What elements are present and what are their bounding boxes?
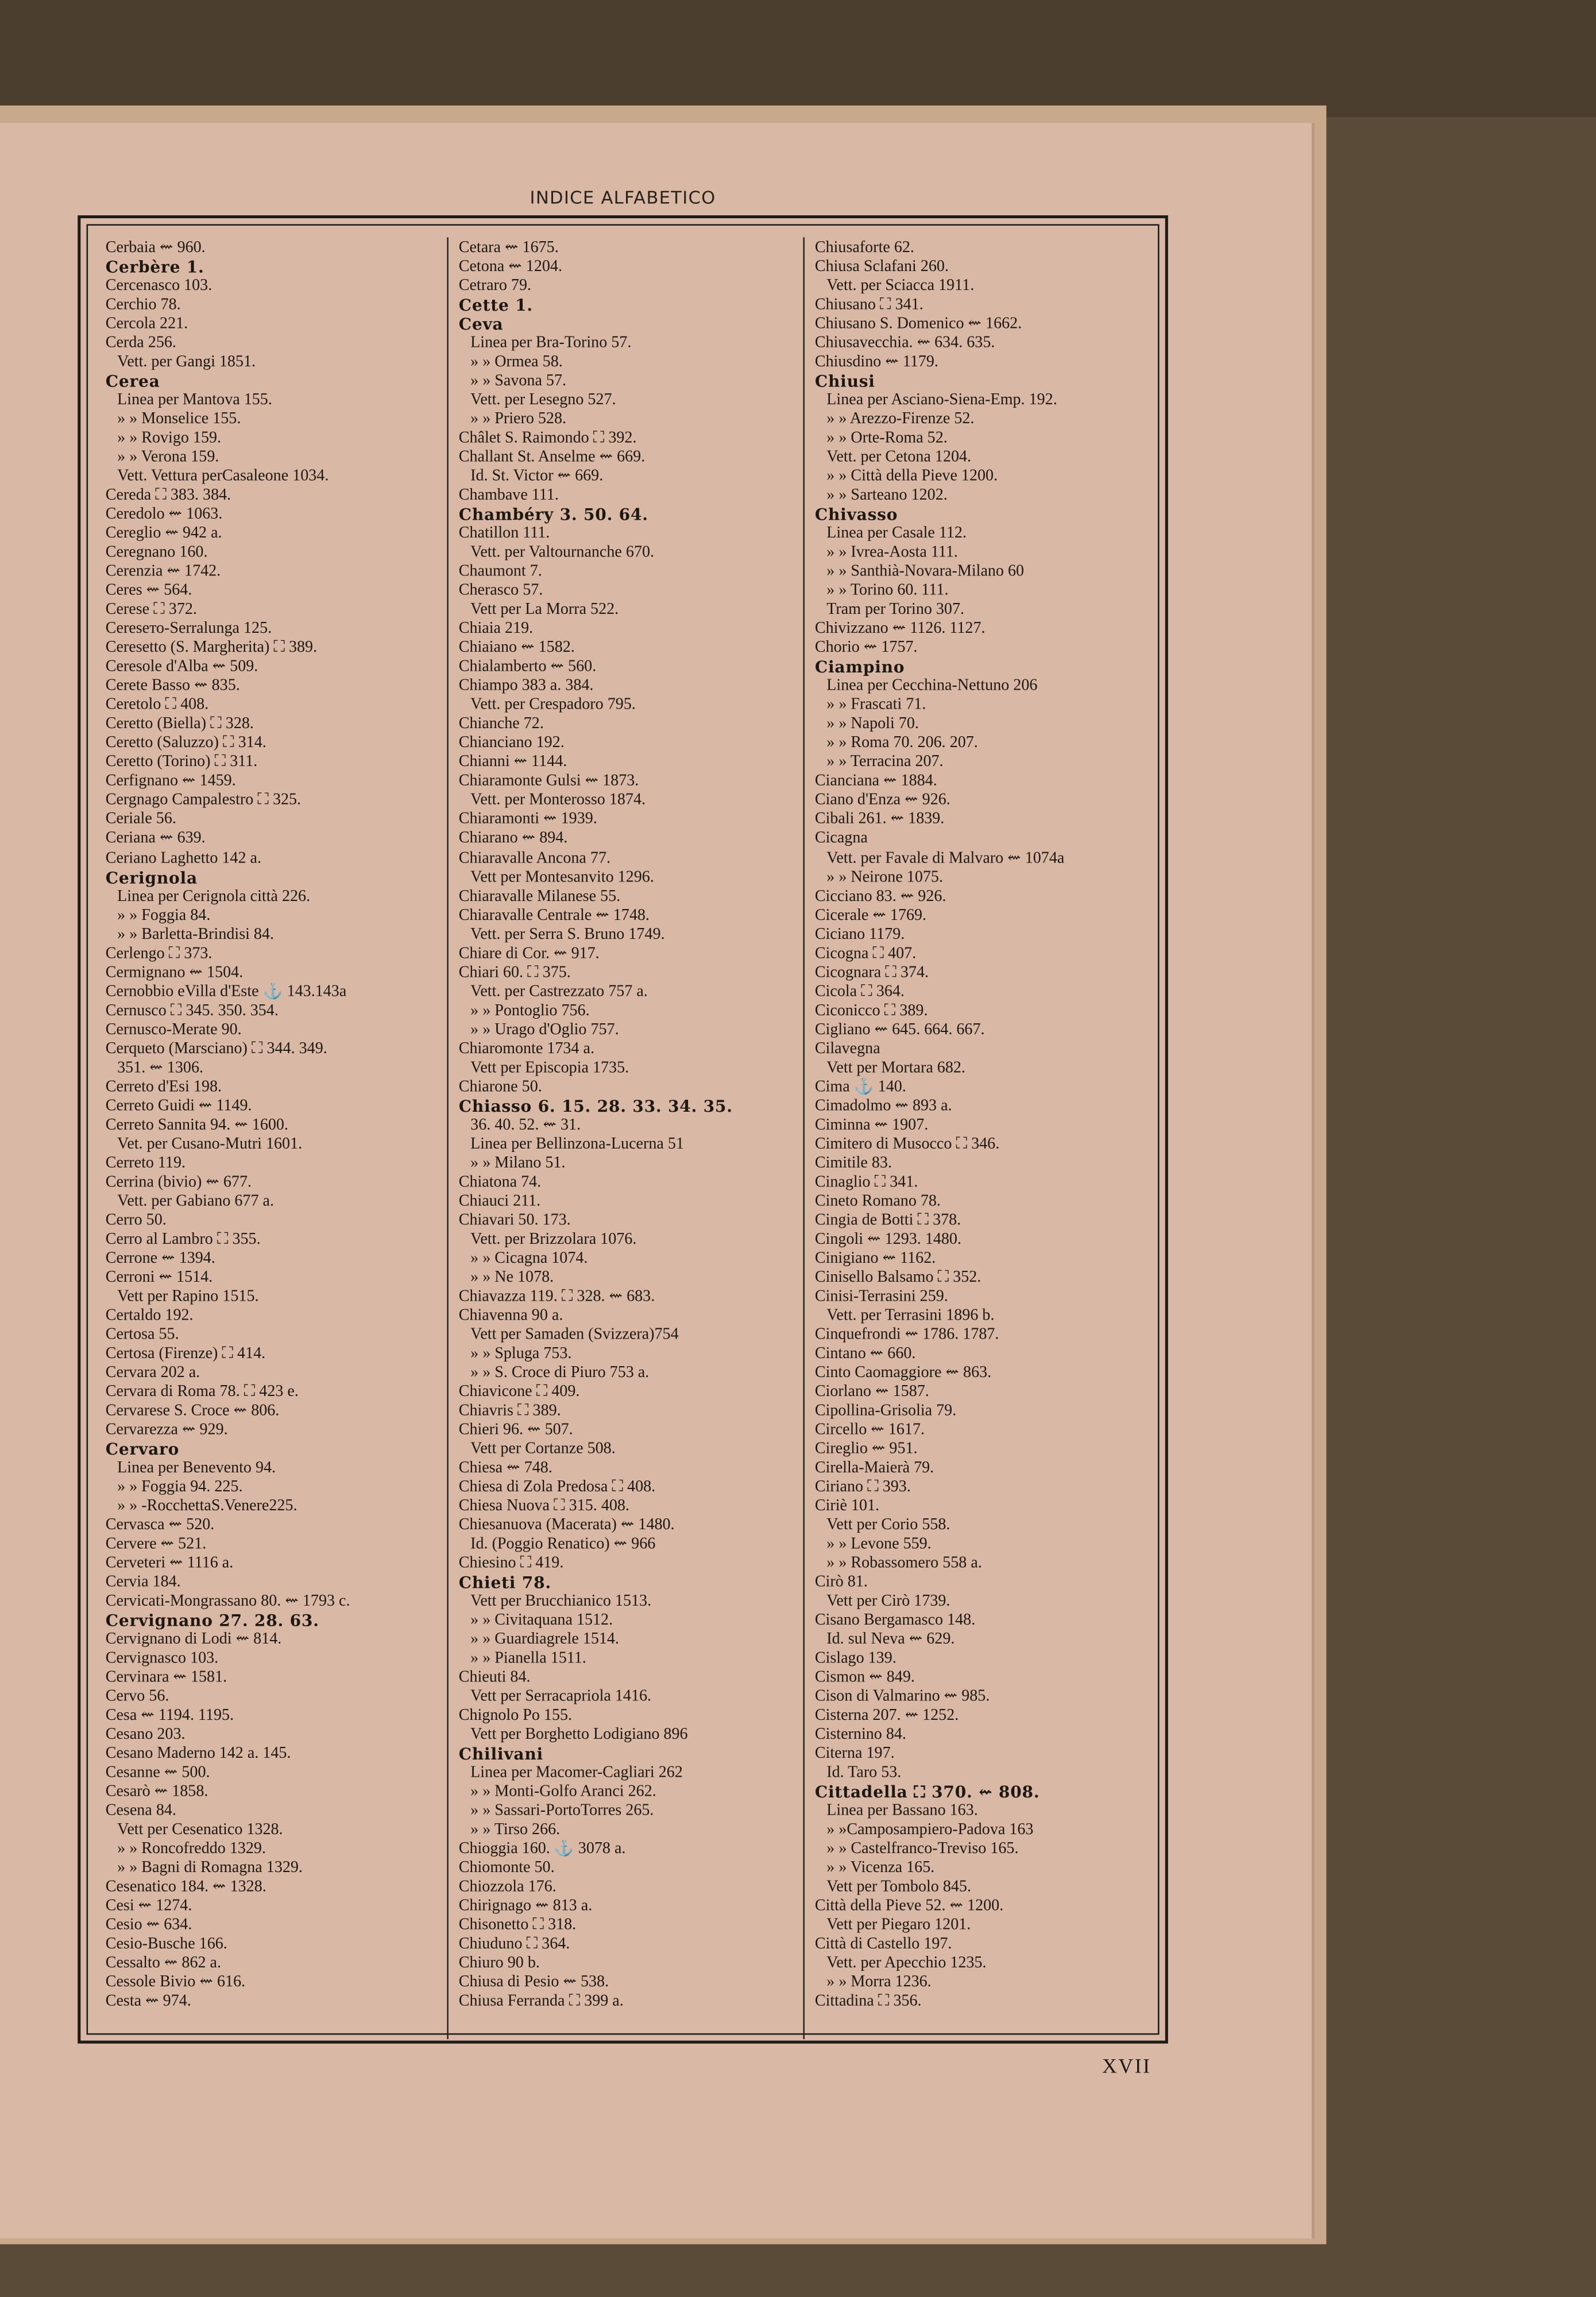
index-entry: Cesa ⇜ 1194. 1195.	[105, 1707, 234, 1725]
index-entry: Chambave 111.	[458, 486, 559, 505]
index-entry: Linea per Casale 112.	[826, 524, 967, 543]
index-entry: Chambéry 3. 50. 64.	[458, 505, 648, 525]
index-entry: Vett. per Sciacca 1911.	[826, 277, 975, 295]
index-entry: » » Levone 559.	[826, 1535, 932, 1553]
index-entry: Chianciano 192.	[458, 734, 565, 752]
index-entry: Cermignano ⇜ 1504.	[105, 963, 244, 981]
index-entry: Ciciano 1179.	[814, 925, 905, 943]
index-entry: Cernusco-Merate 90.	[105, 1020, 242, 1038]
index-entry: Cigliano ⇜ 645. 664. 667.	[814, 1020, 985, 1038]
index-entry: Linea per Mantova 155.	[117, 391, 272, 409]
index-entry: Cilavegna	[814, 1039, 880, 1057]
index-entry: Ceretolo ⛶ 408.	[105, 696, 209, 714]
index-entry: Cervarezza ⇜ 929.	[105, 1421, 228, 1439]
index-entry: Cicciano 83. ⇜ 926.	[814, 887, 946, 905]
index-entry: Tram per Torino 307.	[826, 601, 965, 619]
index-entry: » » Neirone 1075.	[826, 868, 943, 886]
index-entry: Cinigiano ⇜ 1162.	[814, 1249, 936, 1267]
index-entry: Vett. per Monterosso 1874.	[470, 791, 646, 810]
index-entry: Cernobbio eVilla d'Este ⚓ 143.143a	[105, 982, 347, 1000]
index-entry: Chiaromonte 1734 a.	[458, 1039, 594, 1057]
index-entry: Châlet S. Raimondo ⛶ 392.	[458, 429, 637, 447]
index-entry: Cerete Basso ⇜ 835.	[105, 677, 240, 695]
index-entry: Cianciana ⇜ 1884.	[814, 772, 937, 791]
index-entry: Ceretto (Saluzzo) ⛶ 314.	[105, 734, 266, 752]
index-entry: » » Roncofreddo 1329.	[117, 1840, 266, 1858]
index-entry: Cereda ⛶ 383. 384.	[105, 486, 231, 505]
index-entry: Chiaramonti ⇜ 1939.	[458, 810, 597, 829]
index-entry: Chisonetto ⛶ 318.	[458, 1916, 577, 1935]
index-entry: Cimadolmo ⇜ 893 a.	[814, 1096, 952, 1115]
index-entry: Vett per Serracapriola 1416.	[470, 1688, 652, 1706]
index-entry: Cervasca ⇜ 520.	[105, 1516, 215, 1534]
index-entry: Chiarano ⇜ 894.	[458, 830, 568, 848]
index-entry: » » Santhià-Novara-Milano 60	[826, 563, 1025, 581]
index-entry: Cessole Bivio ⇜ 616.	[105, 1974, 246, 1991]
column-divider-1	[447, 237, 449, 2039]
index-entry: » » Robassomero 558 a.	[826, 1554, 982, 1572]
index-entry: Cison di Valmarino ⇜ 985.	[814, 1688, 990, 1706]
index-entry: » » Barletta-Brindisi 84.	[117, 925, 275, 943]
index-entry: Chieti 78.	[458, 1573, 551, 1593]
index-entry: » » Civitaquana 1512.	[470, 1611, 613, 1630]
index-entry: Cinquefrondi ⇜ 1786. 1787.	[814, 1325, 999, 1343]
index-entry: » » Ormea 58.	[470, 353, 563, 371]
index-entry: Cherasco 57.	[458, 582, 543, 600]
index-entry: Cicerale ⇜ 1769.	[814, 906, 927, 924]
index-entry: Vett. Vettura perCasaleone 1034.	[117, 467, 329, 485]
index-entry: Chiaia 219.	[458, 620, 534, 638]
index-entry: » » Morra 1236.	[826, 1974, 932, 1991]
index-entry: Cetara ⇜ 1675.	[458, 238, 559, 257]
index-entry: Vett. per Favale di Malvaro ⇜ 1074a	[826, 849, 1065, 867]
index-entry: Linea per Bellinzona-Lucerna 51	[470, 1135, 684, 1153]
index-entry: Cerreto 119.	[105, 1154, 186, 1172]
index-entry: Chivizzano ⇜ 1126. 1127.	[814, 620, 986, 638]
index-entry: Chiavris ⛶ 389.	[458, 1402, 561, 1420]
index-entry: Vett per Cirò 1739.	[826, 1592, 950, 1610]
index-entry: Vett. per Crespadoro 795.	[470, 696, 636, 714]
index-entry: Cerlengo ⛶ 373.	[105, 944, 212, 962]
index-entry: Cerbère 1.	[105, 258, 204, 277]
index-entry: Cingia de Botti ⛶ 378.	[814, 1211, 961, 1229]
index-entry: » » Urago d'Oglio 757.	[470, 1020, 619, 1038]
index-entry: Chieuti 84.	[458, 1669, 531, 1687]
page-header: INDICE ALFABETICO	[530, 187, 716, 208]
index-entry: Cicola ⛶ 364.	[814, 982, 905, 1000]
index-entry: Ceva	[458, 315, 504, 334]
index-entry: Chiaramonte Gulsi ⇜ 1873.	[458, 772, 639, 791]
index-entry: Linea per Cerignola città 226.	[117, 887, 311, 905]
index-entry: Cerbaia ⇜ 960.	[105, 238, 206, 257]
index-entry: Id. sul Neva ⇜ 629.	[826, 1630, 955, 1649]
index-entry: Ciriano ⛶ 393.	[814, 1478, 911, 1496]
index-entry: Vett per Piegaro 1201.	[826, 1916, 971, 1935]
index-entry: Chialamberto ⇜ 560.	[458, 658, 597, 676]
index-entry: Cervignano di Lodi ⇜ 814.	[105, 1630, 282, 1649]
index-entry: Id. St. Victor ⇜ 669.	[470, 467, 604, 485]
index-entry: Vett per Cortanze 508.	[470, 1440, 616, 1458]
index-entry: Vett. per Castrezzato 757 a.	[470, 982, 648, 1000]
index-entry: Cerreto Guidi ⇜ 1149.	[105, 1096, 252, 1115]
index-entry: Ciorlano ⇜ 1587.	[814, 1382, 929, 1401]
index-entry: Cibali 261. ⇜ 1839.	[814, 810, 945, 829]
index-entry: Cinisello Balsamo ⛶ 352.	[814, 1268, 981, 1286]
index-entry: Città della Pieve 52. ⇜ 1200.	[814, 1897, 1004, 1916]
index-entry: » » Ne 1078.	[470, 1268, 554, 1286]
index-entry: Vett per Samaden (Svizzera)754	[470, 1325, 679, 1343]
index-entry: Ceretto (Torino) ⛶ 311.	[105, 753, 258, 771]
index-entry: Cerese ⛶ 372.	[105, 601, 197, 619]
index-entry: » » -RocchettaS.Venere225.	[117, 1497, 297, 1515]
index-entry: Ciconicco ⛶ 389.	[814, 1001, 928, 1019]
index-entry: Cirella-Maierà 79.	[814, 1459, 934, 1477]
index-entry: Chiusdino ⇜ 1179.	[814, 353, 938, 371]
index-entry: Chieri 96. ⇜ 507.	[458, 1421, 573, 1439]
index-entry: Cesano 203.	[105, 1726, 186, 1744]
index-entry: Chiomonte 50.	[458, 1859, 555, 1877]
index-entry: Ceresole d'Alba ⇜ 509.	[105, 658, 258, 676]
index-entry: Cerreto Sannita 94. ⇜ 1600.	[105, 1116, 288, 1134]
index-entry: Cerreto d'Esi 198.	[105, 1077, 222, 1096]
index-entry: Vett per Rapino 1515.	[117, 1287, 259, 1305]
index-entry: Chiare di Cor. ⇜ 917.	[458, 944, 600, 962]
index-entry: Ceregnano 160.	[105, 544, 208, 562]
index-entry: » » Sassari-PortoTorres 265.	[470, 1802, 654, 1820]
index-entry: Ceresето-Serralunga 125.	[105, 620, 272, 638]
index-entry: Città di Castello 197.	[814, 1935, 952, 1954]
index-entry: Vett. per Cetona 1204.	[826, 448, 972, 466]
index-entry: Vett. per Terrasini 1896 b.	[826, 1306, 995, 1324]
index-entry: Cicagna	[814, 830, 868, 848]
index-column-2	[459, 239, 802, 2012]
index-entry: Chiuro 90 b.	[458, 1955, 540, 1973]
index-entry: » » Foggia 94. 225.	[117, 1478, 243, 1496]
index-entry: Chiesa ⇜ 748.	[458, 1459, 552, 1477]
column-divider-2	[803, 237, 805, 2039]
index-entry: Chiesa Nuova ⛶ 315. 408.	[458, 1497, 629, 1515]
index-entry: Cerfignano ⇜ 1459.	[105, 772, 236, 791]
index-entry: » » Roma 70. 206. 207.	[826, 734, 978, 752]
index-entry: Vett per Montesanvito 1296.	[470, 868, 654, 886]
index-entry: 351. ⇜ 1306.	[117, 1058, 203, 1077]
index-entry: » » Priero 528.	[470, 410, 567, 428]
index-entry: Cesarò ⇜ 1858.	[105, 1783, 208, 1801]
index-entry: Cervere ⇜ 521.	[105, 1535, 207, 1553]
index-entry: » » Napoli 70.	[826, 715, 919, 733]
index-entry: Ceresetto (S. Margherita) ⛶ 389.	[105, 639, 318, 657]
index-entry: Id. (Poggio Renatico) ⇜ 966	[470, 1535, 656, 1553]
index-entry: Chiaiano ⇜ 1582.	[458, 639, 575, 657]
index-entry: Chiesino ⛶ 419.	[458, 1554, 564, 1572]
index-entry: » » Terracina 207.	[826, 753, 944, 771]
index-entry: Chiusa Ferranda ⛶ 399 a.	[458, 1993, 624, 2011]
index-entry: Cervo 56.	[105, 1688, 169, 1706]
index-entry: Vett per Borghetto Lodigiano 896	[470, 1726, 688, 1744]
index-entry: Cesio ⇜ 634.	[105, 1916, 192, 1935]
index-entry: » » Rovigo 159.	[117, 429, 222, 447]
index-entry: » » Verona 159.	[117, 448, 219, 466]
index-entry: Cergnago Campalestro ⛶ 325.	[105, 791, 302, 810]
index-entry: Cintano ⇜ 660.	[814, 1344, 916, 1363]
index-entry: » » Frascati 71.	[826, 696, 926, 714]
index-entry: Cervarese S. Croce ⇜ 806.	[105, 1402, 280, 1420]
index-entry: Cimitile 83.	[814, 1154, 892, 1172]
index-entry: Cerro al Lambro ⛶ 355.	[105, 1230, 261, 1248]
index-entry: Cinaglio ⛶ 341.	[814, 1173, 918, 1191]
index-entry: Cette 1.	[458, 296, 533, 315]
index-entry: Challant St. Anselme ⇜ 669.	[458, 448, 646, 466]
index-entry: Chiusi	[814, 372, 875, 392]
index-entry: Chiesa di Zola Predosa ⛶ 408.	[458, 1478, 656, 1496]
index-entry: Cervinara ⇜ 1581.	[105, 1669, 227, 1687]
index-entry: Vett. per Valtournanche 670.	[470, 544, 655, 562]
index-entry: Cicognara ⛶ 374.	[814, 963, 929, 981]
index-entry: Vet. per Cusano-Mutri 1601.	[117, 1135, 303, 1153]
index-entry: Linea per Bassano 163.	[826, 1802, 978, 1820]
index-entry: 36. 40. 52. ⇜ 31.	[470, 1116, 581, 1134]
index-entry: » » Bagni di Romagna 1329.	[117, 1859, 303, 1877]
index-entry: Citerna 197.	[814, 1745, 895, 1763]
index-entry: Chiarone 50.	[458, 1077, 542, 1096]
index-entry: Linea per Benevento 94.	[117, 1459, 276, 1477]
index-entry: » » Monselice 155.	[117, 410, 241, 428]
index-entry: Cirò 81.	[814, 1573, 868, 1591]
index-entry: » » Orte-Roma 52.	[826, 429, 948, 447]
index-entry: » » Torino 60. 111.	[826, 582, 949, 600]
index-entry: Chiesanuova (Macerata) ⇜ 1480.	[458, 1516, 675, 1534]
index-entry: Cercenasco 103.	[105, 277, 212, 295]
index-entry: Cittadina ⛶ 356.	[814, 1993, 922, 2011]
index-entry: Ceres ⇜ 564.	[105, 582, 192, 600]
index-entry: Vett. per Brizzolara 1076.	[470, 1230, 637, 1248]
index-entry: Ceretto (Biella) ⛶ 328.	[105, 715, 254, 733]
page-number: XVII	[1102, 2056, 1151, 2079]
index-entry: » » Arezzo-Firenze 52.	[826, 410, 975, 428]
index-entry: » » Sarteano 1202.	[826, 486, 948, 505]
index-entry: Cercola 221.	[105, 315, 188, 333]
index-entry: Chiasso 6. 15. 28. 33. 34. 35.	[458, 1096, 733, 1116]
index-entry: Cinisi-Terrasini 259.	[814, 1287, 948, 1305]
index-entry: Cesenatico 184. ⇜ 1328.	[105, 1878, 266, 1896]
index-entry: Cervara 202 a.	[105, 1363, 200, 1382]
index-entry: Cerrina (bivio) ⇜ 677.	[105, 1173, 252, 1191]
index-entry: Linea per Asciano-Siena-Emp. 192.	[826, 391, 1057, 409]
index-entry: Cipollina-Grisolia 79.	[814, 1402, 957, 1420]
index-entry: Cireglio ⇜ 951.	[814, 1440, 918, 1458]
index-entry: Linea per Bra-Torino 57.	[470, 334, 632, 352]
index-entry: Cesanne ⇜ 500.	[105, 1764, 210, 1782]
index-entry: Cismon ⇜ 849.	[814, 1669, 915, 1687]
index-entry: Ciampino	[814, 658, 905, 678]
index-entry: Chignolo Po 155.	[458, 1707, 573, 1725]
index-entry: Cineto Romano 78.	[814, 1192, 941, 1210]
index-entry: Chaumont 7.	[458, 563, 542, 581]
index-entry: Cisterna 207. ⇜ 1252.	[814, 1707, 959, 1725]
index-entry: Cervignano 27. 28. 63.	[105, 1611, 319, 1631]
index-entry: Certosa (Firenze) ⛶ 414.	[105, 1344, 266, 1363]
index-entry: Cerveteri ⇜ 1116 a.	[105, 1554, 234, 1572]
index-entry: » » Milano 51.	[470, 1154, 566, 1172]
index-entry: Vett per Brucchianico 1513.	[470, 1592, 652, 1610]
index-entry: Chianni ⇜ 1144.	[458, 753, 567, 771]
index-entry: Cesta ⇜ 974.	[105, 1993, 191, 2011]
index-entry: » » Guardiagrele 1514.	[470, 1630, 619, 1649]
index-entry: Cerro 50.	[105, 1211, 167, 1229]
index-entry: Cervignasco 103.	[105, 1649, 219, 1668]
index-entry: Chiampo 383 a. 384.	[458, 677, 594, 695]
index-entry: Cerea	[105, 372, 160, 392]
index-entry: Vett. per Gangi 1851.	[117, 353, 256, 371]
index-entry: Cerqueto (Marsciano) ⛶ 344. 349.	[105, 1039, 327, 1057]
index-entry: Cingoli ⇜ 1293. 1480.	[814, 1230, 962, 1248]
index-entry: » » Pianella 1511.	[470, 1649, 586, 1668]
index-entry: » » Ivrea-Aosta 111.	[826, 544, 958, 562]
book-edge	[0, 0, 1596, 117]
index-entry: Vett per Cesenatico 1328.	[117, 1821, 283, 1839]
index-entry: Chiaravalle Centrale ⇜ 1748.	[458, 906, 650, 924]
index-entry: Chiusavecchia. ⇜ 634. 635.	[814, 334, 995, 352]
index-entry: Chiavari 50. 173.	[458, 1211, 571, 1229]
index-entry: Ceriana ⇜ 639.	[105, 830, 206, 848]
index-entry: » » Città della Pieve 1200.	[826, 467, 998, 485]
index-entry: Chiusano ⛶ 341.	[814, 296, 923, 314]
index-entry: » » S. Croce di Piuro 753 a.	[470, 1363, 650, 1382]
index-entry: Vett per Episcopia 1735.	[470, 1058, 629, 1077]
index-entry: Chiaravalle Milanese 55.	[458, 887, 621, 905]
index-entry: Ceriale 56.	[105, 810, 176, 829]
index-entry: Cervicati-Mongrassano 80. ⇜ 1793 c.	[105, 1592, 350, 1610]
index-entry: Circello ⇜ 1617.	[814, 1421, 925, 1439]
index-entry: Chiusano S. Domenico ⇜ 1662.	[814, 315, 1022, 333]
index-entry: Cesano Maderno 142 a. 145.	[105, 1745, 291, 1763]
index-entry: Vett per Mortara 682.	[826, 1058, 965, 1077]
index-entry: Chiuduno ⛶ 364.	[458, 1935, 570, 1954]
index-entry: Cerchio 78.	[105, 296, 181, 314]
index-entry: Vett per La Morra 522.	[470, 601, 619, 619]
index-column-3	[815, 239, 1164, 2012]
index-entry: Chorio ⇜ 1757.	[814, 639, 918, 657]
index-entry: Cetona ⇜ 1204.	[458, 258, 562, 276]
index-entry: Chiaravalle Ancona 77.	[458, 849, 611, 867]
index-entry: Chioggia 160. ⚓ 3078 a.	[458, 1840, 626, 1858]
index-entry: » » Spluga 753.	[470, 1344, 572, 1363]
index-entry: Chilivani	[458, 1745, 543, 1765]
index-entry: Cereglio ⇜ 942 a.	[105, 524, 222, 543]
index-entry: Chiavicone ⛶ 409.	[458, 1382, 580, 1401]
index-entry: » » Tirso 266.	[470, 1821, 561, 1839]
index-entry: Chiari 60. ⛶ 375.	[458, 963, 571, 981]
index-entry: » » Monti-Golfo Aranci 262.	[470, 1783, 656, 1801]
index-entry: Vett per Corio 558.	[826, 1516, 950, 1534]
index-entry: Cicogna ⛶ 407.	[814, 944, 917, 962]
index-entry: Cimitero di Musocco ⛶ 346.	[814, 1135, 1000, 1153]
index-entry: Vett. per Lesegno 527.	[470, 391, 616, 409]
index-entry: Cisternino 84.	[814, 1726, 906, 1744]
index-entry: Cinto Caomaggiore ⇜ 863.	[814, 1363, 992, 1382]
index-entry: Cesio-Busche 166.	[105, 1935, 227, 1954]
index-entry: Chiavazza 119. ⛶ 328. ⇜ 683.	[458, 1287, 655, 1305]
index-entry: » » Foggia 84.	[117, 906, 211, 924]
index-entry: Chiavenna 90 a.	[458, 1306, 563, 1324]
index-entry: Cervia 184.	[105, 1573, 181, 1591]
index-entry: Ceredolo ⇜ 1063.	[105, 505, 223, 524]
index-entry: Cerda 256.	[105, 334, 176, 352]
index-entry: » » Vicenza 165.	[826, 1859, 935, 1877]
index-entry: Cima ⚓ 140.	[814, 1077, 906, 1096]
index-entry: Cesi ⇜ 1274.	[105, 1897, 192, 1916]
index-entry: Vett. per Apecchio 1235.	[826, 1955, 987, 1973]
index-entry: Cerrone ⇜ 1394.	[105, 1249, 215, 1267]
index-entry: Certaldo 192.	[105, 1306, 194, 1324]
index-entry: Chiauci 211.	[458, 1192, 541, 1210]
index-entry: Chiatona 74.	[458, 1173, 542, 1191]
index-entry: Certosa 55.	[105, 1325, 179, 1343]
index-entry: Ciano d'Enza ⇜ 926.	[814, 791, 950, 810]
index-entry: » » Pontoglio 756.	[470, 1001, 590, 1019]
index-entry: Cervara di Roma 78. ⛶ 423 e.	[105, 1382, 299, 1401]
index-entry: Ciminna ⇜ 1907.	[814, 1116, 929, 1134]
index-entry: Cervaro	[105, 1440, 180, 1459]
index-entry: Cerroni ⇜ 1514.	[105, 1268, 213, 1286]
index-entry: Linea per Macomer-Cagliari 262	[470, 1764, 683, 1782]
index-entry: Chatillon 111.	[458, 524, 550, 543]
index-entry: Chianche 72.	[458, 715, 544, 733]
index-entry: Chivasso	[814, 505, 898, 525]
index-entry: » » Savona 57.	[470, 372, 567, 390]
index-entry: Ceriano Laghetto 142 a.	[105, 849, 262, 867]
index-entry: Linea per Cecchina-Nettuno 206	[826, 677, 1038, 695]
index-entry: Cerenzia ⇜ 1742.	[105, 563, 221, 581]
index-column-1	[106, 239, 446, 2012]
index-entry: Cetraro 79.	[458, 277, 532, 295]
index-entry: Cernusco ⛶ 345. 350. 354.	[105, 1001, 279, 1019]
index-entry: Cislago 139.	[814, 1649, 896, 1668]
index-entry: » » Cicagna 1074.	[470, 1249, 588, 1267]
index-entry: Cittadella ⛶ 370. ⇜ 808.	[814, 1783, 1040, 1803]
index-entry: Vett. per Serra S. Bruno 1749.	[470, 925, 665, 943]
index-entry: Cisano Bergamasco 148.	[814, 1611, 976, 1630]
index-entry: Cesena 84.	[105, 1802, 176, 1820]
index-entry: Chirignago ⇜ 813 a.	[458, 1897, 593, 1916]
index-entry: Chiusa Sclafani 260.	[814, 258, 949, 276]
index-entry: Id. Taro 53.	[826, 1764, 902, 1782]
index-entry: » » Castelfranco-Treviso 165.	[826, 1840, 1019, 1858]
index-entry: Cessalto ⇜ 862 a.	[105, 1955, 222, 1973]
index-entry: » »Camposampiero-Padova 163	[826, 1821, 1034, 1839]
index-entry: Chiusaforte 62.	[814, 238, 914, 257]
index-entry: Vett per Tombolo 845.	[826, 1878, 971, 1896]
index-entry: Chiusa di Pesio ⇜ 538.	[458, 1974, 609, 1991]
index-entry: Vett. per Gabiano 677 a.	[117, 1192, 275, 1210]
index-entry: Chiozzola 176.	[458, 1878, 557, 1896]
index-entry: Cerignola	[105, 868, 198, 887]
index-entry: Ciriè 101.	[814, 1497, 880, 1515]
